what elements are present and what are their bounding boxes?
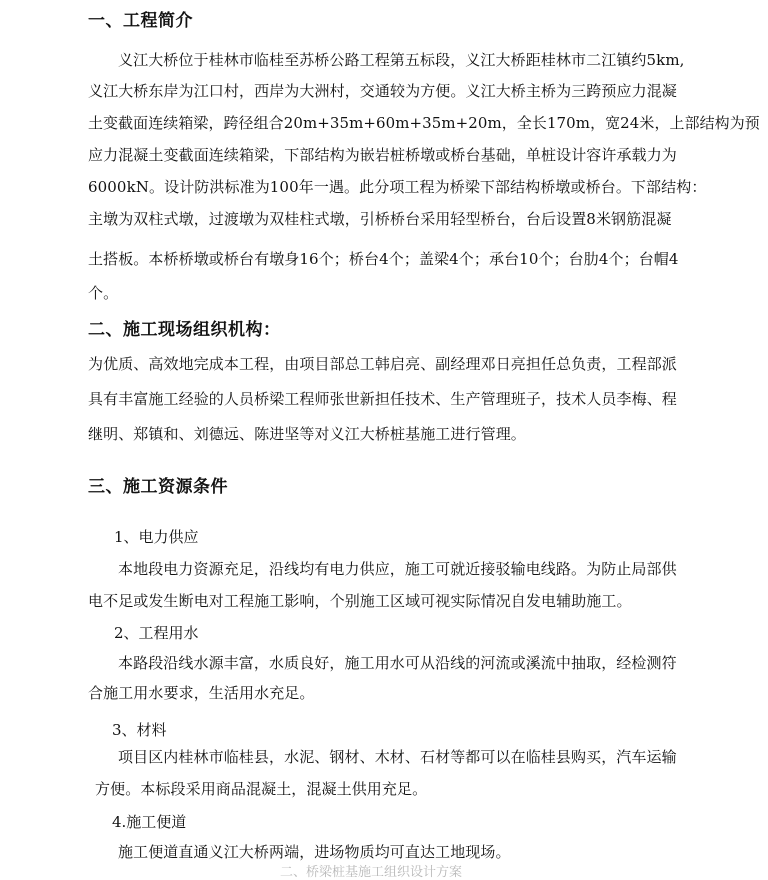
paragraph-line: 施工便道直通义江大桥两端，进场物质均可直达工地现场。 (118, 843, 511, 861)
paragraph-line: 个。 (88, 284, 119, 302)
paragraph-line: 6000kN。设计防洪标准为100年一遇。此分项工程为桥梁下部结构桥墩或桥台。下部结构： (88, 178, 707, 196)
paragraph-line: 合施工用水要求，生活用水充足。 (88, 684, 315, 702)
paragraph-line: 继明、郑镇和、刘德远、陈进坚等对义江大桥桩基施工进行管理。 (88, 425, 526, 443)
subsection-title-water-supply: 2、工程用水 (114, 624, 199, 642)
paragraph-line: 为优质、高效地完成本工程，由项目部总工韩启亮、副经理邓日亮担任总负责，工程部派 (88, 355, 677, 373)
paragraph-line: 项目区内桂林市临桂县，水泥、钢材、木材、石材等都可以在临桂县购买，汽车运输 (118, 748, 677, 766)
paragraph-line: 本地段电力资源充足，沿线均有电力供应，施工可就近接驳输电线路。为防止局部供 (118, 560, 677, 578)
paragraph-line: 电不足或发生断电对工程施工影响，个别施工区域可视实际情况自发电辅助施工。 (88, 592, 632, 610)
section-heading-site-organization: 二、施工现场组织机构： (88, 320, 281, 340)
cut-off-next-heading: 二、桥梁桩基施工组织设计方案 (280, 865, 463, 880)
paragraph-line: 方便。本标段采用商品混凝土，混凝土供用充足。 (95, 780, 428, 798)
section-heading-project-overview: 一、工程简介 (88, 11, 193, 31)
paragraph-line: 义江大桥位于桂林市临桂至苏桥公路工程第五标段，义江大桥距桂林市二江镇约5km, (118, 51, 685, 69)
paragraph-line: 本路段沿线水源丰富，水质良好，施工用水可从沿线的河流或溪流中抽取，经检测符 (118, 654, 677, 672)
paragraph-line: 土搭板。本桥桥墩或桥台有墩身16个；桥台4个；盖梁4个；承台10个；台肋4个；台帽4 (88, 250, 679, 268)
paragraph-line: 具有丰富施工经验的人员桥梁工程师张世新担任技术、生产管理班子，技术人员李梅、程 (88, 390, 677, 408)
subsection-title-power-supply: 1、电力供应 (114, 528, 199, 546)
paragraph-line: 主墩为双柱式墩，过渡墩为双桂柱式墩，引桥桥台采用轻型桥台，台后设置8米钢筋混凝 (88, 210, 672, 228)
paragraph-line: 土变截面连续箱梁，跨径组合20m+35m+60m+35m+20m，全长170m，宽24米，上部结构为预 (88, 114, 760, 132)
paragraph-line: 应力混凝土变截面连续箱梁，下部结构为嵌岩桩桥墩或桥台基础，单桩设计容许承载力为 (88, 146, 677, 164)
section-heading-resource-conditions: 三、施工资源条件 (88, 477, 228, 497)
subsection-title-materials: 3、材料 (112, 721, 167, 739)
subsection-title-access-road: 4.施工便道 (112, 813, 187, 831)
paragraph-line: 义江大桥东岸为江口村，西岸为大洲村，交通较为方便。义江大桥主桥为三跨预应力混凝 (88, 82, 677, 100)
